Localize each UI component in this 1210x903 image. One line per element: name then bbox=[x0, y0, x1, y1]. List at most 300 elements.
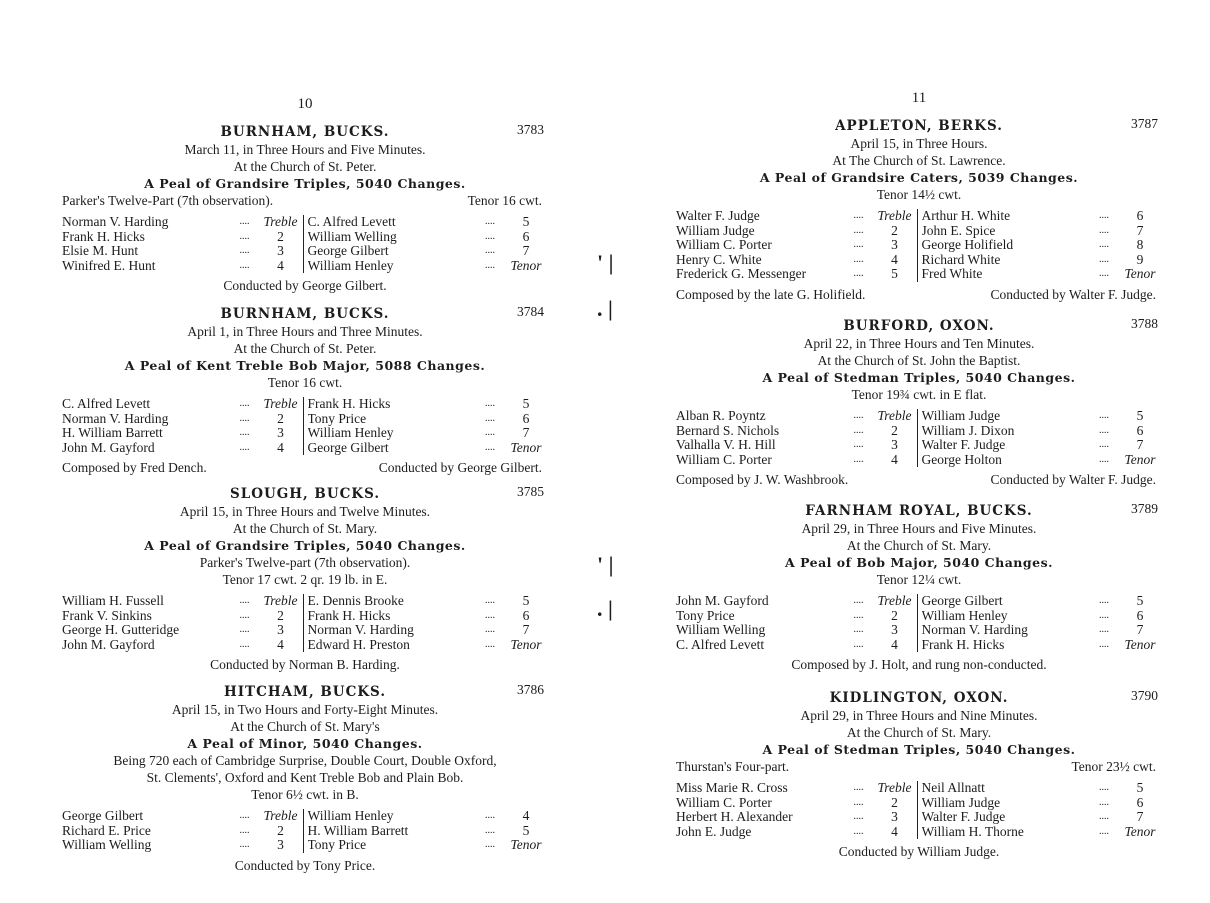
leader-dots: .... bbox=[485, 810, 495, 821]
ringer-name: John M. Gayford bbox=[62, 637, 155, 652]
leader-dots: .... bbox=[485, 230, 495, 242]
ringer-row bbox=[922, 796, 1163, 811]
ringer-bell: 2 bbox=[277, 822, 284, 838]
ringer-bell: 5 bbox=[522, 593, 530, 608]
ringer-row bbox=[922, 638, 1163, 653]
peal-record bbox=[676, 503, 1162, 673]
ringer-bell: 7 bbox=[522, 622, 530, 637]
peal-tenor: Tenor 23½ cwt. bbox=[1071, 759, 1156, 774]
ringer-bell: 7 bbox=[1136, 437, 1144, 452]
ringer-name: William C. Porter bbox=[676, 795, 772, 810]
ringer-bell: Treble bbox=[263, 808, 298, 823]
ringer-name: Walter F. Judge bbox=[921, 438, 1006, 452]
leader-dots: .... bbox=[485, 824, 495, 836]
ringer-bell: 4 bbox=[277, 257, 284, 273]
ringer-bell: 3 bbox=[891, 237, 898, 252]
leader-dots: .... bbox=[1099, 410, 1109, 421]
ringer-row bbox=[308, 215, 549, 230]
peal-composition: Parker's Twelve-part (7th observation). bbox=[199, 555, 411, 570]
ringer-name: William Henley bbox=[307, 809, 394, 823]
ringer-name: Walter F. Judge bbox=[921, 810, 1006, 824]
leader-dots: .... bbox=[853, 268, 864, 279]
ringer-row bbox=[62, 230, 303, 245]
leader-dots: .... bbox=[853, 811, 864, 822]
ringer-row bbox=[676, 638, 917, 653]
ringer-row bbox=[922, 209, 1163, 224]
ringer-name: William Welling bbox=[676, 623, 766, 637]
peal-number: 3787 bbox=[1131, 116, 1158, 131]
peal-number: 3789 bbox=[1131, 501, 1158, 516]
leader-dots: .... bbox=[853, 609, 864, 621]
ringer-row bbox=[62, 809, 303, 824]
ringer-name: Frank V. Sinkins bbox=[62, 608, 152, 623]
peal-church: At the Church of St. Peter. bbox=[233, 159, 377, 174]
ringer-row bbox=[676, 453, 917, 468]
leader-dots: .... bbox=[1099, 595, 1109, 606]
ringer-bell: Tenor bbox=[510, 636, 542, 652]
ringer-name: Fred White bbox=[921, 267, 983, 281]
ringer-bell: 8 bbox=[1136, 237, 1144, 252]
ringer-bell: 3 bbox=[277, 243, 284, 258]
peal-church: At the Church of St. Mary's bbox=[230, 719, 380, 734]
ringer-row bbox=[308, 824, 549, 839]
ringer-bell: Tenor bbox=[510, 837, 542, 852]
peal-date: April 1, in Three Hours and Three Minutes. bbox=[187, 324, 423, 339]
ringer-row bbox=[308, 809, 549, 824]
ringer-row bbox=[308, 259, 549, 274]
leader-dots: .... bbox=[1099, 439, 1109, 450]
peal-conductor: Conducted by George Gilbert. bbox=[378, 460, 542, 475]
ringers-table bbox=[676, 409, 1162, 467]
ringer-name: H. William Barrett bbox=[62, 426, 163, 440]
ringer-row bbox=[62, 426, 303, 441]
ringer-row bbox=[676, 796, 917, 811]
ringer-name: Frederick G. Messenger bbox=[676, 267, 807, 281]
ringer-bell: 5 bbox=[522, 214, 530, 229]
ringer-row bbox=[676, 224, 917, 239]
ringer-bell: 4 bbox=[522, 808, 530, 823]
leader-dots: .... bbox=[1099, 796, 1109, 808]
ringer-row bbox=[308, 244, 549, 259]
ringer-row bbox=[922, 409, 1163, 424]
leader-dots: .... bbox=[485, 259, 495, 271]
peal-composition: Thurstan's Four-part. bbox=[676, 759, 790, 774]
peal-date: April 22, in Three Hours and Ten Minutes. bbox=[803, 336, 1035, 351]
peal-place: BURNHAM, BUCKS. bbox=[220, 124, 390, 140]
ringer-name: Frank H. Hicks bbox=[307, 397, 391, 411]
ringer-row bbox=[62, 824, 303, 839]
peal-title: A Peal of Kent Treble Bob Major, 5088 Changes. bbox=[124, 358, 486, 373]
leader-dots: .... bbox=[1099, 825, 1109, 837]
ringers-table bbox=[676, 209, 1162, 282]
ringer-name: William Henley bbox=[307, 258, 394, 273]
ringer-bell: 3 bbox=[277, 837, 284, 852]
ringer-name: H. William Barrett bbox=[307, 823, 409, 838]
ringer-bell: 4 bbox=[277, 439, 284, 455]
ringer-name: William Henley bbox=[921, 608, 1008, 623]
ringer-bell: Treble bbox=[263, 214, 298, 229]
ringer-name: William Judge bbox=[921, 795, 1001, 810]
ringer-name: William C. Porter bbox=[676, 452, 772, 467]
leader-dots: .... bbox=[239, 839, 250, 850]
ringer-name: Henry C. White bbox=[676, 252, 762, 267]
ringer-name: Norman V. Harding bbox=[62, 411, 169, 426]
ringer-name: Frank H. Hicks bbox=[62, 229, 145, 244]
leader-dots: .... bbox=[853, 782, 864, 793]
peal-number: 3790 bbox=[1131, 688, 1158, 703]
ringer-bell: Tenor bbox=[1124, 266, 1156, 281]
ringer-name: William J. Dixon bbox=[921, 423, 1015, 438]
ringer-bell: 4 bbox=[891, 823, 898, 839]
leader-dots: .... bbox=[239, 441, 250, 453]
peal-place: APPLETON, BERKS. bbox=[835, 118, 1003, 134]
peal-number: 3784 bbox=[517, 304, 544, 319]
ringer-row bbox=[308, 412, 549, 427]
ringer-name: Norman V. Harding bbox=[307, 623, 414, 637]
ringer-row bbox=[922, 781, 1163, 796]
ringer-row bbox=[62, 397, 303, 412]
ringer-bell: 2 bbox=[277, 410, 284, 426]
ringers-table bbox=[62, 809, 548, 853]
ringer-bell: 5 bbox=[1136, 780, 1144, 795]
leader-dots: .... bbox=[485, 595, 495, 606]
page-number: 10 bbox=[297, 96, 313, 112]
ringer-row bbox=[922, 594, 1163, 609]
ringer-row bbox=[922, 453, 1163, 468]
ringer-bell: 7 bbox=[1136, 622, 1144, 637]
page-number: 11 bbox=[911, 90, 927, 106]
ringer-bell: 5 bbox=[891, 266, 898, 281]
ringers-table bbox=[62, 215, 548, 273]
peal-number: 3783 bbox=[517, 122, 544, 137]
ringer-name: William C. Porter bbox=[676, 238, 772, 252]
leader-dots: .... bbox=[485, 412, 495, 424]
peal-composer: Composed by J. W. Washbrook. bbox=[676, 472, 849, 487]
peal-number: 3788 bbox=[1131, 316, 1158, 331]
ringer-bell: 3 bbox=[277, 425, 284, 440]
ringer-name: George Gilbert bbox=[921, 594, 1003, 608]
leader-dots: .... bbox=[853, 796, 864, 808]
ringer-row bbox=[676, 810, 917, 825]
leader-dots: .... bbox=[239, 609, 250, 621]
leader-dots: .... bbox=[1099, 239, 1109, 250]
ringer-row bbox=[676, 609, 917, 624]
peal-place: HITCHAM, BUCKS. bbox=[223, 684, 387, 700]
ringer-name: Winifred E. Hunt bbox=[62, 258, 156, 273]
ringer-name: William Welling bbox=[307, 229, 397, 244]
ringer-row bbox=[676, 438, 917, 453]
ringer-bell: 5 bbox=[1136, 593, 1144, 608]
ringer-name: Neil Allnatt bbox=[921, 781, 985, 795]
peal-tenor: Tenor 6½ cwt. in B. bbox=[251, 787, 359, 802]
ringer-row bbox=[62, 594, 303, 609]
ringer-row bbox=[676, 209, 917, 224]
gutter-mark: . | bbox=[597, 596, 613, 621]
leader-dots: .... bbox=[239, 245, 250, 256]
ringer-bell: Treble bbox=[263, 593, 298, 608]
ringer-bell: 6 bbox=[1136, 607, 1144, 623]
leader-dots: .... bbox=[1099, 782, 1109, 793]
ringer-bell: Treble bbox=[877, 593, 912, 608]
gutter-mark: ' | bbox=[597, 250, 614, 275]
leader-dots: .... bbox=[1099, 638, 1109, 650]
ringer-name: Frank H. Hicks bbox=[921, 637, 1005, 652]
leader-dots: .... bbox=[1099, 453, 1109, 465]
leader-dots: .... bbox=[1099, 811, 1109, 822]
peal-tenor: Tenor 17 cwt. 2 qr. 19 lb. in E. bbox=[222, 572, 388, 587]
leader-dots: .... bbox=[239, 230, 250, 242]
peal-tenor: Tenor 16 cwt. bbox=[467, 193, 542, 208]
peal-conductor: Conducted by Walter F. Judge. bbox=[990, 286, 1156, 302]
peal-date: April 29, in Three Hours and Five Minutes. bbox=[801, 521, 1037, 536]
ringer-name: Tony Price bbox=[676, 608, 735, 623]
ringer-name: William Henley bbox=[307, 426, 394, 440]
ringer-bell: 7 bbox=[1136, 222, 1144, 238]
ringer-bell: 6 bbox=[522, 228, 530, 244]
ringer-row bbox=[922, 438, 1163, 453]
peal-place: SLOUGH, BUCKS. bbox=[229, 486, 381, 502]
ringer-row bbox=[922, 810, 1163, 825]
peal-date: April 29, in Three Hours and Nine Minutes. bbox=[800, 708, 1038, 723]
peal-tenor: Tenor 16 cwt. bbox=[267, 375, 343, 390]
ringer-name: George Gilbert bbox=[307, 244, 389, 258]
leader-dots: .... bbox=[1099, 210, 1109, 221]
leader-dots: .... bbox=[853, 453, 864, 465]
ringer-bell: 6 bbox=[1136, 208, 1144, 223]
ringer-name: Tony Price bbox=[307, 411, 367, 426]
leader-dots: .... bbox=[1099, 268, 1109, 279]
peal-place: BURNHAM, BUCKS. bbox=[220, 306, 390, 322]
ringer-row bbox=[308, 594, 549, 609]
peal-record bbox=[676, 690, 1162, 860]
ringers-table bbox=[676, 594, 1162, 652]
peal-conductor: Conducted by Walter F. Judge. bbox=[990, 472, 1156, 487]
peal-date: April 15, in Two Hours and Forty-Eight Minutes. bbox=[171, 702, 439, 717]
ringer-row bbox=[676, 781, 917, 796]
ringer-name: Walter F. Judge bbox=[676, 209, 760, 223]
leader-dots: .... bbox=[853, 624, 864, 635]
peal-conductor: Conducted by William Judge. bbox=[838, 844, 1000, 859]
ringer-bell: 6 bbox=[1136, 794, 1144, 810]
ringer-bell: 6 bbox=[522, 410, 530, 426]
peal-title: A Peal of Grandsire Triples, 5040 Changes. bbox=[144, 176, 466, 191]
leader-dots: .... bbox=[485, 427, 495, 438]
gutter-mark: . | bbox=[597, 296, 613, 321]
leader-dots: .... bbox=[853, 410, 864, 421]
ringer-row bbox=[62, 838, 303, 853]
leader-dots: .... bbox=[853, 595, 864, 606]
peal-tenor: Tenor 14½ cwt. bbox=[876, 187, 962, 202]
ringer-name: Arthur H. White bbox=[921, 209, 1011, 223]
leader-dots: .... bbox=[485, 216, 495, 227]
peal-record bbox=[676, 118, 1162, 303]
ringer-bell: 5 bbox=[1136, 408, 1144, 423]
ringer-row bbox=[62, 412, 303, 427]
leader-dots: .... bbox=[239, 427, 250, 438]
peal-title: A Peal of Grandsire Caters, 5039 Changes. bbox=[759, 170, 1079, 185]
leader-dots: .... bbox=[485, 638, 495, 650]
peal-title: A Peal of Stedman Triples, 5040 Changes. bbox=[762, 742, 1076, 757]
ringer-row bbox=[676, 594, 917, 609]
ringer-bell: Tenor bbox=[1124, 823, 1156, 839]
ringer-bell: 2 bbox=[891, 794, 898, 810]
peal-place: BURFORD, OXON. bbox=[843, 318, 995, 334]
leader-dots: .... bbox=[485, 624, 495, 635]
ringer-row bbox=[676, 409, 917, 424]
peal-church: At the Church of St. Mary. bbox=[846, 725, 992, 740]
ringer-name: Herbert H. Alexander bbox=[676, 810, 793, 824]
ringer-bell: 2 bbox=[277, 228, 284, 244]
leader-dots: .... bbox=[239, 216, 250, 227]
ringer-name: Miss Marie R. Cross bbox=[676, 781, 788, 795]
ringer-name: William Judge bbox=[921, 409, 1001, 423]
ringer-row bbox=[676, 253, 917, 268]
ringer-row bbox=[922, 253, 1163, 268]
ringers-table bbox=[62, 397, 548, 455]
ringer-bell: 3 bbox=[891, 622, 898, 637]
leader-dots: .... bbox=[853, 253, 864, 265]
ringer-name: Richard White bbox=[921, 252, 1001, 267]
ringer-row bbox=[922, 267, 1163, 282]
leader-dots: .... bbox=[853, 239, 864, 250]
ringer-row bbox=[308, 230, 549, 245]
ringer-row bbox=[62, 638, 303, 653]
ringer-name: George Gilbert bbox=[307, 440, 389, 455]
peal-conductor: Conducted by Norman B. Harding. bbox=[210, 657, 400, 672]
ringer-bell: 4 bbox=[891, 451, 898, 467]
ringer-row bbox=[676, 825, 917, 840]
ringer-row bbox=[676, 267, 917, 282]
ringer-name: John M. Gayford bbox=[62, 440, 155, 455]
leader-dots: .... bbox=[239, 638, 250, 650]
peal-tenor: Tenor 19¾ cwt. in E flat. bbox=[851, 387, 987, 402]
leader-dots: .... bbox=[1099, 253, 1109, 265]
ringer-bell: 6 bbox=[1136, 422, 1144, 438]
ringer-name: C. Alfred Levett bbox=[62, 397, 151, 411]
leader-dots: .... bbox=[239, 398, 250, 409]
ringer-bell: 4 bbox=[891, 636, 898, 652]
peal-date: March 11, in Three Hours and Five Minutes. bbox=[184, 142, 426, 157]
peal-methods: St. Clements', Oxford and Kent Treble Bob and Plain Bob. bbox=[146, 770, 464, 785]
ringer-name: Valhalla V. H. Hill bbox=[676, 438, 776, 452]
ringer-bell: 7 bbox=[1136, 809, 1144, 824]
ringer-name: C. Alfred Levett bbox=[676, 637, 765, 652]
ringer-row bbox=[308, 623, 549, 638]
ringers-table bbox=[676, 781, 1162, 839]
ringer-row bbox=[62, 623, 303, 638]
ringer-name: Elsie M. Hunt bbox=[62, 244, 139, 258]
peal-church: At The Church of St. Lawrence. bbox=[832, 153, 1006, 168]
ringer-bell: 7 bbox=[522, 425, 530, 440]
ringer-row bbox=[62, 441, 303, 456]
ringer-bell: 5 bbox=[522, 822, 530, 838]
ringer-row bbox=[62, 215, 303, 230]
ringer-row bbox=[308, 609, 549, 624]
peal-number: 3786 bbox=[517, 682, 544, 697]
leader-dots: .... bbox=[239, 810, 250, 821]
peal-record bbox=[62, 124, 548, 294]
ringer-row bbox=[922, 238, 1163, 253]
leader-dots: .... bbox=[1099, 224, 1109, 236]
ringers-table bbox=[62, 594, 548, 652]
leader-dots: .... bbox=[239, 595, 250, 606]
ringer-bell: 3 bbox=[891, 437, 898, 452]
peal-tenor: Tenor 12¼ cwt. bbox=[876, 572, 962, 587]
leader-dots: .... bbox=[853, 638, 864, 650]
ringer-bell: 7 bbox=[522, 243, 530, 258]
leader-dots: .... bbox=[485, 609, 495, 621]
ringer-name: George H. Gutteridge bbox=[62, 623, 180, 637]
ringer-bell: 4 bbox=[277, 636, 284, 652]
peal-place: FARNHAM ROYAL, BUCKS. bbox=[805, 503, 1033, 519]
ringer-bell: 2 bbox=[891, 222, 898, 238]
ringer-row bbox=[308, 838, 549, 853]
peal-record bbox=[676, 318, 1162, 488]
ringer-name: William H. Fussell bbox=[62, 594, 164, 608]
ringer-row bbox=[308, 397, 549, 412]
ringer-name: Richard E. Price bbox=[62, 823, 151, 838]
ringer-bell: Tenor bbox=[1124, 636, 1156, 652]
leader-dots: .... bbox=[1099, 424, 1109, 436]
ringer-row bbox=[922, 609, 1163, 624]
ringer-row bbox=[308, 638, 549, 653]
ringer-row bbox=[676, 424, 917, 439]
ringer-row bbox=[62, 259, 303, 274]
leader-dots: .... bbox=[239, 259, 250, 271]
ringer-row bbox=[676, 238, 917, 253]
ringer-bell: 2 bbox=[891, 607, 898, 623]
leader-dots: .... bbox=[853, 825, 864, 837]
ringer-name: George Holton bbox=[921, 452, 1002, 467]
ringer-name: William Welling bbox=[62, 838, 152, 852]
peal-record bbox=[62, 684, 548, 874]
leader-dots: .... bbox=[485, 441, 495, 453]
ringer-name: Frank H. Hicks bbox=[307, 608, 391, 623]
ringer-name: Alban R. Poyntz bbox=[676, 409, 766, 423]
peal-methods: Being 720 each of Cambridge Surprise, Double Court, Double Oxford, bbox=[113, 753, 497, 768]
ringer-bell: Tenor bbox=[1124, 451, 1156, 467]
peal-conductor: Conducted by Tony Price. bbox=[234, 857, 376, 873]
gutter-mark: ' | bbox=[597, 552, 614, 577]
ringer-bell: 3 bbox=[891, 809, 898, 824]
leader-dots: .... bbox=[239, 624, 250, 635]
peal-date: April 15, in Three Hours and Twelve Minutes. bbox=[179, 504, 431, 519]
peal-composer: Composed by Fred Dench. bbox=[62, 460, 207, 475]
peal-title: A Peal of Bob Major, 5040 Changes. bbox=[785, 555, 1053, 570]
leader-dots: .... bbox=[485, 839, 495, 850]
leader-dots: .... bbox=[853, 224, 864, 236]
ringer-bell: Treble bbox=[877, 780, 912, 795]
ringer-name: William H. Thorne bbox=[921, 824, 1024, 839]
ringer-name: Edward H. Preston bbox=[307, 637, 410, 652]
ringer-bell: Treble bbox=[877, 208, 912, 223]
peal-church: At the Church of St. Mary. bbox=[232, 521, 378, 536]
ringer-row bbox=[308, 426, 549, 441]
ringer-name: E. Dennis Brooke bbox=[307, 594, 404, 608]
ringer-bell: Tenor bbox=[510, 257, 542, 273]
ringer-bell: 2 bbox=[277, 607, 284, 623]
ringer-bell: 6 bbox=[522, 607, 530, 623]
ringer-name: William Judge bbox=[676, 223, 755, 238]
ringer-bell: Treble bbox=[263, 396, 298, 411]
leader-dots: .... bbox=[1099, 609, 1109, 621]
leader-dots: .... bbox=[853, 439, 864, 450]
ringer-row bbox=[308, 441, 549, 456]
peal-place: KIDLINGTON, OXON. bbox=[829, 690, 1009, 706]
peal-church: At the Church of St. John the Baptist. bbox=[817, 353, 1021, 368]
peal-record bbox=[62, 306, 548, 476]
peal-church: At the Church of St. Peter. bbox=[233, 341, 377, 356]
